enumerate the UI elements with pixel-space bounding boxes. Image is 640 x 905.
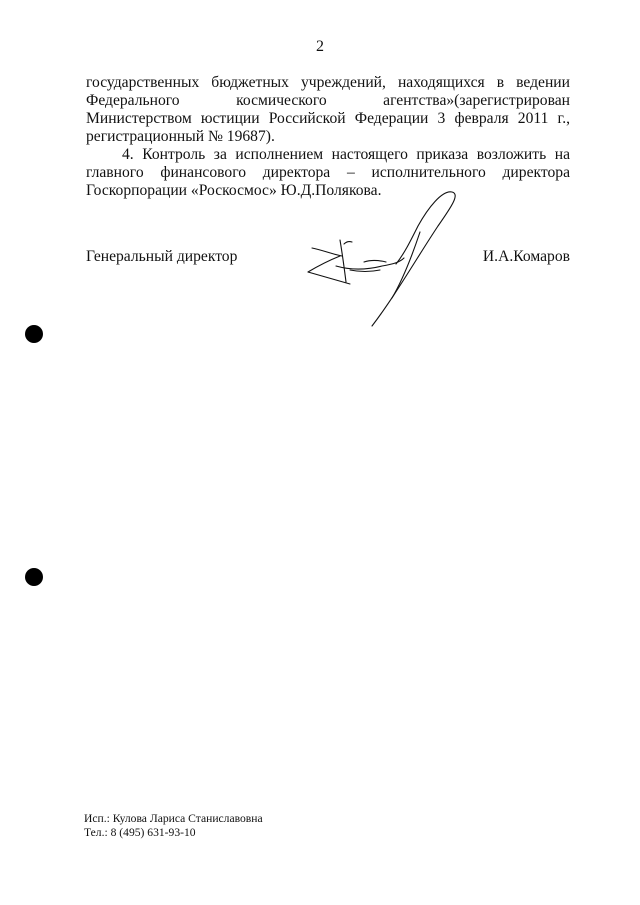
document-body <box>86 74 570 200</box>
signatory-name: И.А.Комаров <box>482 248 570 265</box>
signatory-title: Генеральный директор <box>86 248 238 265</box>
punch-hole-bottom <box>25 568 43 586</box>
phone-line: Тел.: 8 (495) 631-93-10 <box>84 826 196 839</box>
page-number: 2 <box>316 38 324 55</box>
handwritten-signature <box>300 186 470 332</box>
paragraph-item-4: 4. Контроль за исполнением настоящего приказа возложить на главного финансового директора – исполнительного директора Госкорпорации «Роскосмос» Ю.Д.Полякова. <box>86 146 570 199</box>
footer-note <box>84 812 263 840</box>
paragraph-continuation: государственных бюджетных учреждений, находящихся в ведении Федерального космического агентства»(зарегистрирован Министерством юстиции Российской Федерации 3 февраля 2011 г., регистрационный № 19687). <box>86 74 570 145</box>
executor-line: Исп.: Кулова Лариса Станиславовна <box>84 812 263 825</box>
punch-hole-top <box>25 325 43 343</box>
